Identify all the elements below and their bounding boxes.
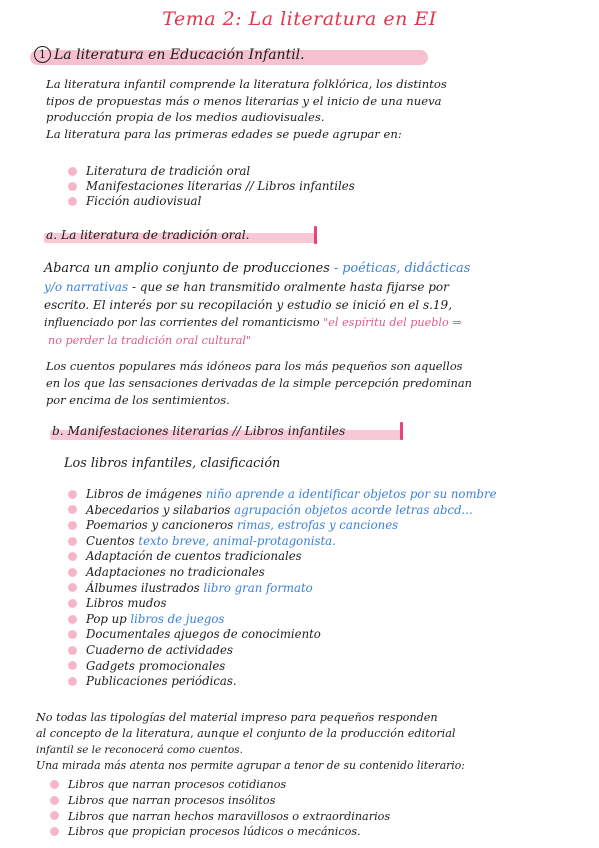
subsection-a-endmark: [314, 226, 317, 244]
bullet-dot: [68, 521, 77, 530]
content-groups-list: [50, 777, 390, 840]
list-item: Libros mudos: [68, 596, 497, 612]
bullet-dot: [50, 796, 59, 805]
bullet-dot: [68, 537, 77, 546]
section-1-heading: [34, 46, 305, 63]
paragraph-line: infantil se le reconocerá como cuentos.: [36, 744, 243, 756]
list-item: Pop up libros de juegos: [68, 612, 497, 628]
intro-line: tipos de propuestas más o menos literarias y el inicio de una nueva: [46, 93, 442, 108]
paragraph-line: y/o narrativas - que se han transmitido oralmente hasta fijarse por: [44, 280, 449, 294]
bullet-dot: [68, 661, 77, 670]
paragraph-line: por encima de los sentimientos.: [46, 393, 230, 407]
bullet-dot: [68, 505, 77, 514]
bullet-dot: [68, 615, 77, 624]
bullet-dot: [68, 677, 77, 686]
bullet-dot: [68, 197, 77, 206]
paragraph-line: en los que las sensaciones derivadas de la simple percepción predominan: [46, 376, 472, 390]
bullet-dot: [50, 811, 59, 820]
bullet-dot: [50, 827, 59, 836]
list-item: Abecedarios y silabarios agrupación objetos acorde letras abcd...: [68, 503, 497, 519]
book-types-list: [68, 487, 497, 690]
closing-paragraph: [36, 710, 592, 774]
literature-groups-list: [68, 164, 355, 209]
bullet-dot: [68, 583, 77, 592]
section-number: 1: [34, 46, 51, 63]
subsection-b-heading: b. Manifestaciones literarias // Libros infantiles: [52, 424, 346, 438]
paragraph-line: Abarca un amplio conjunto de producciones - poéticas, didácticas: [44, 261, 471, 276]
list-item: Libros de imágenes niño aprende a identificar objetos por su nombre: [68, 487, 497, 503]
list-item: Álbumes ilustrados libro gran formato: [68, 581, 497, 597]
list-item: Adaptación de cuentos tradicionales: [68, 549, 497, 565]
subsection-a-heading: a. La literatura de tradición oral.: [46, 228, 250, 242]
bullet-dot: [68, 182, 77, 191]
list-item: Literatura de tradición oral: [68, 164, 355, 179]
intro-line: La literatura para las primeras edades se puede agrupar en:: [46, 126, 402, 141]
list-item: Adaptaciones no tradicionales: [68, 565, 497, 581]
bullet-dot: [50, 780, 59, 789]
intro-line: producción propia de los medios audiovisuales.: [46, 110, 325, 124]
bullet-dot: [68, 167, 77, 176]
paragraph-line: No todas las tipologías del material impreso para pequeños responden: [36, 711, 438, 724]
page-title: Tema 2: La literatura en EI: [162, 8, 437, 30]
bullet-dot: [68, 630, 77, 639]
bullet-dot: [68, 599, 77, 608]
paragraph-line: influenciado por las corrientes del romanticismo "el espíritu del pueblo ⇒: [44, 316, 462, 329]
paragraph-line: Los cuentos populares más idóneos para los más pequeños son aquellos: [46, 359, 463, 373]
list-item: Gadgets promocionales: [68, 659, 497, 675]
section-1-intro: [46, 76, 586, 142]
list-item: Cuaderno de actividades: [68, 643, 497, 659]
subsection-a-paragraph-2: [46, 358, 586, 409]
list-item: Libros que propician procesos lúdicos o mecánicos.: [50, 824, 390, 840]
intro-line: La literatura infantil comprende la literatura folklórica, los distintos: [46, 77, 447, 91]
list-item: Libros que narran procesos cotidianos: [50, 777, 390, 793]
bullet-dot: [68, 646, 77, 655]
list-item: Libros que narran procesos insólitos: [50, 793, 390, 809]
list-item: Libros que narran hechos maravillosos o extraordinarios: [50, 809, 390, 825]
paragraph-line: al concepto de la literatura, aunque el conjunto de la producción editorial: [36, 727, 456, 740]
list-item: Manifestaciones literarias // Libros infantiles: [68, 179, 355, 194]
bullet-dot: [68, 552, 77, 561]
list-item: Cuentos texto breve, animal-protagonista.: [68, 534, 497, 550]
paragraph-line: no perder la tradición oral cultural": [48, 334, 252, 347]
paragraph-line: Una mirada más atenta nos permite agrupar a tenor de su contenido literario:: [36, 759, 465, 772]
classification-heading: Los libros infantiles, clasificación: [64, 456, 281, 471]
list-item: Documentales ajuegos de conocimiento: [68, 627, 497, 643]
section-1-heading-text: La literatura en Educación Infantil.: [54, 47, 305, 63]
list-item: Ficción audiovisual: [68, 194, 355, 209]
paragraph-line: escrito. El interés por su recopilación y estudio se inició en el s.19,: [44, 298, 453, 312]
list-item: Publicaciones periódicas.: [68, 674, 497, 690]
list-item: Poemarios y cancioneros rimas, estrofas y canciones: [68, 518, 497, 534]
subsection-b-endmark: [400, 422, 403, 440]
subsection-a-paragraph-1: [44, 260, 592, 350]
bullet-dot: [68, 568, 77, 577]
bullet-dot: [68, 490, 77, 499]
